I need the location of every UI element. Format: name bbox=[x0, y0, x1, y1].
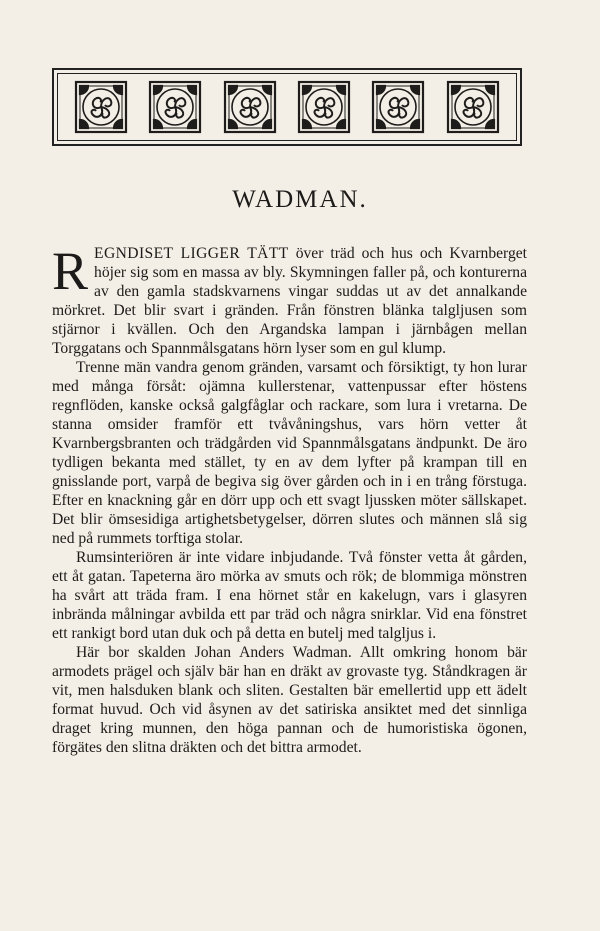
triskele-spiral-icon bbox=[223, 80, 277, 134]
triskele-spiral-icon bbox=[371, 80, 425, 134]
paragraph-lead: EGNDISET LIGGER TÄTT bbox=[94, 245, 289, 262]
paragraph-3: Rumsinteriören är inte vidare inbjudande. Två fönster vetta åt gården, ett åt gatan. Tapeterna äro mörka av smuts och rök; de blommiga mönstren ha svårt att träda fram. I ena hörnet står en kakelugn, vars i glasyren inbrända målningar avbilda ett par träd och några snirklar. Vid ena fönstret ett rankigt bord utan duk och på detta en butelj med talgljus i. bbox=[52, 549, 527, 642]
body-text bbox=[52, 241, 527, 757]
triskele-spiral-icon bbox=[74, 80, 128, 134]
paragraph-text: över träd och hus och Kvarnberget höjer sig som en massa av bly. Skymningen faller på, och konturerna av den gamla stadskvarnens vingar suddas ut av det annalkande mörkret. Det blir svart i gränden. Från fönstren blänka talgljusen som stjärnor i kvällen. Och den Argandska lampan i järnbågen mellan Torggatans och Spannmålsgatans hörn lyser som en gul klump. bbox=[52, 245, 527, 357]
triskele-spiral-icon bbox=[446, 80, 500, 134]
paragraph-1 bbox=[52, 241, 527, 358]
triskele-spiral-icon bbox=[148, 80, 202, 134]
chapter-title: WADMAN. bbox=[232, 186, 368, 213]
drop-cap: R bbox=[52, 241, 89, 301]
ornament-band bbox=[52, 68, 522, 146]
paragraph-4: Här bor skalden Johan Anders Wadman. Allt omkring honom bär armodets prägel och själv bär han en dräkt av grovaste tyg. Ståndkragen är vit, men halsduken blank och sliten. Gestalten bär emellertid upp ett ädelt format huvud. Och vid åsynen av det satiriska ansiktet med det sinnliga draget kring munnen, den höga pannan och de humoristiska ögonen, förgätes den slitna dräkten och det bittra armodet. bbox=[52, 644, 527, 756]
paragraph-2: Trenne män vandra genom gränden, varsamt och försiktigt, ty hon lurar med många försåt: ojämna kullerstenar, vattenpussar efter höstens regnflöden, kanske också galgfåglar och rackare, som lura i vretarna. De stanna omsider framför ett tvåvåningshus, vars hörn vetter åt Kvarnbergsbranten och trädgården vid Spannmålsgatans ändpunkt. De äro tydligen bekanta med stället, ty en av dem lyfter på krampan till en gnisslande port, varpå de begiva sig över gården och in i en trång förstuga. Efter en knackning går en dörr upp och ett svagt ljussken möter sällskapet. Det blir ömsesidiga artighetsbetygelser, dörren slutes och männen slå sig ned på rummets torftiga stolar. bbox=[52, 359, 527, 547]
triskele-spiral-icon bbox=[297, 80, 351, 134]
